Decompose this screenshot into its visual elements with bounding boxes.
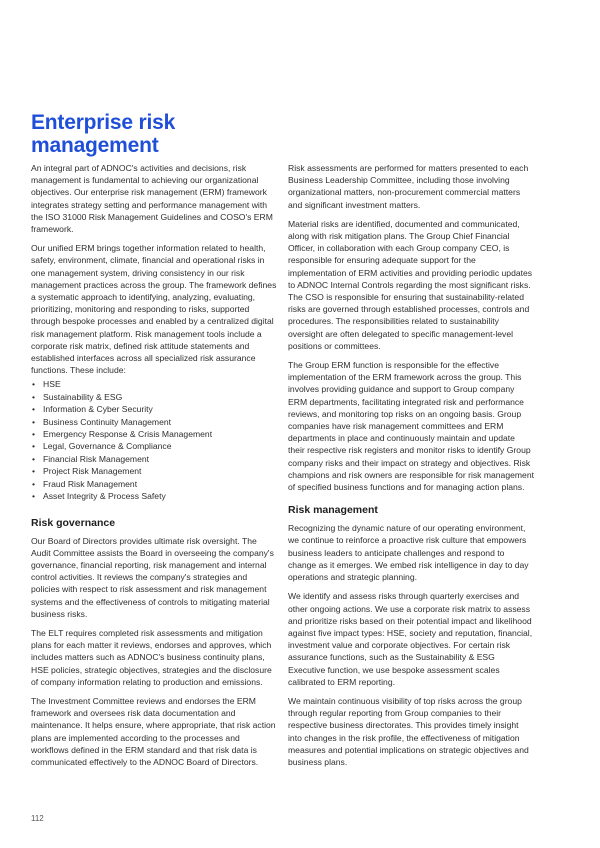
left-column bbox=[31, 162, 277, 775]
intro-paragraph: An integral part of ADNOC's activities and decisions, risk management is fundamental to achieving our organizational objectives. Our enterprise risk management (ERM) framework integrates strategy setting and performance management with the ISO 31000 Risk Management Guidelines and COSO's ERM framework. bbox=[31, 163, 273, 235]
list-item: • Legal, Governance & Compliance bbox=[31, 440, 277, 452]
right-column bbox=[288, 162, 534, 775]
assessment-paragraph: Risk assessments are performed for matters presented to each Business Leadership Committee, including those involving organizational matters, non-procurement commercial matters and significant investment matters. bbox=[288, 163, 529, 210]
risk-management-heading: Risk management bbox=[288, 504, 378, 517]
governance-paragraph: The ELT requires completed risk assessments and mitigation plans for each matter it reviews, endorses and approves, which includes matters such as ADNOC's business continuity plans, HSE policies, strategic objectives, strategies and the disclosure of company information relating to production and emissions. bbox=[31, 627, 272, 687]
group-erm-paragraph: The Group ERM function is responsible for the effective implementation of the ERM framework across the group. This involves providing guidance and support to Group company ERM departments, facilitating integrated risk and performance reviews, and monitoring top risks on an ongoing basis. Group companies have risk management committees and ERM departments in place and continuously maintain and update their respective risk registers and monitor risks to identify Group company risks and their impact on strategy and objectives. Risk champions and risk owners are responsible for risk management of specified business functions and for managing action plans. bbox=[288, 360, 534, 493]
management-paragraph: We maintain continuous visibility of top risks across the group through regular reporting from Group companies to their respective business directorates. This provides timely insight into changes in the risk profile, the effectiveness of mitigation measures and potential implications on strategic objectives and business plans. bbox=[288, 695, 529, 767]
list-item: • Financial Risk Management bbox=[31, 453, 277, 465]
material-risks-paragraph: Material risks are identified, documented and communicated, along with risk mitigation plans. The Group Chief Financial Officer, in collaboration with each Group company CEO, is responsible for ensuring adequate support for the implementation of ERM activities and providing periodic updates to ADNOC Internal Controls regarding the most significant risks. The CSO is responsible for ensuring that sustainability-related risks are governed through established processes, controls and procedures. The responsibilities related to sustainability oversight are often delegated to specific management-level positions or committees. bbox=[288, 218, 533, 351]
list-item: • Asset Integrity & Process Safety bbox=[31, 490, 277, 502]
list-item: • Emergency Response & Crisis Management bbox=[31, 428, 277, 440]
list-item: • Sustainability & ESG bbox=[31, 391, 277, 403]
list-item: • Fraud Risk Management bbox=[31, 478, 277, 490]
page-number: 112 bbox=[31, 814, 44, 823]
management-paragraph: Recognizing the dynamic nature of our operating environment, we continue to reinforce a proactive risk culture that empowers business leaders to anticipate challenges and respond to change as it emerges. We embed risk intelligence in day to day operations and strategic planning. bbox=[288, 523, 529, 583]
risk-governance-heading: Risk governance bbox=[31, 516, 116, 529]
list-item: • Project Risk Management bbox=[31, 465, 277, 477]
list-item: • HSE bbox=[31, 378, 277, 390]
risk-functions-list bbox=[31, 378, 277, 502]
management-paragraph: We identify and assess risks through quarterly exercises and other ongoing actions. We use a corporate risk matrix to assess and prioritize risks based on their potential impact and likelihood against five impact types: HSE, society and reputation, financial, investment value and corporate objectives. For certain risk assurance functions, such as the Sustainability & ESG Executive function, we use bespoke assessment scales calibrated to ERM reporting. bbox=[288, 591, 533, 687]
erm-paragraph: Our unified ERM brings together information related to health, safety, environment, climate, financial and operational risks in one management system, driving consistency in our risk management practices across the group. The framework defines a systematic approach to identifying, analyzing, evaluating, prioritizing, monitoring and responding to risks, supported through bespoke processes and enabled by a centralized digital risk management platform. Risk management tools include a corporate risk matrix, defined risk attitude statements and established interfaces across all specialized risk assurance functions. These include: bbox=[31, 243, 277, 376]
governance-paragraph: Our Board of Directors provides ultimate risk oversight. The Audit Committee assists the Board in overseeing the company's governance, financial reporting, risk management and internal control activities. It reviews the company's strategies and policies with respect to risk assessment and risk management systems and the effectiveness of controls to mitigating material business risks. bbox=[31, 535, 274, 619]
list-item: • Business Continuity Management bbox=[31, 416, 277, 428]
list-item: • Information & Cyber Security bbox=[31, 403, 277, 415]
governance-paragraph: The Investment Committee reviews and endorses the ERM framework and oversees risk data documentation and maintenance. It helps ensure, where appropriate, that risk action plans are implemented according to the processes and workflows defined in the ERM standard and that risk data is communicated effectively to the ADNOC Board of Directors. bbox=[31, 695, 276, 767]
page-title: Enterprise risk management bbox=[31, 111, 176, 157]
